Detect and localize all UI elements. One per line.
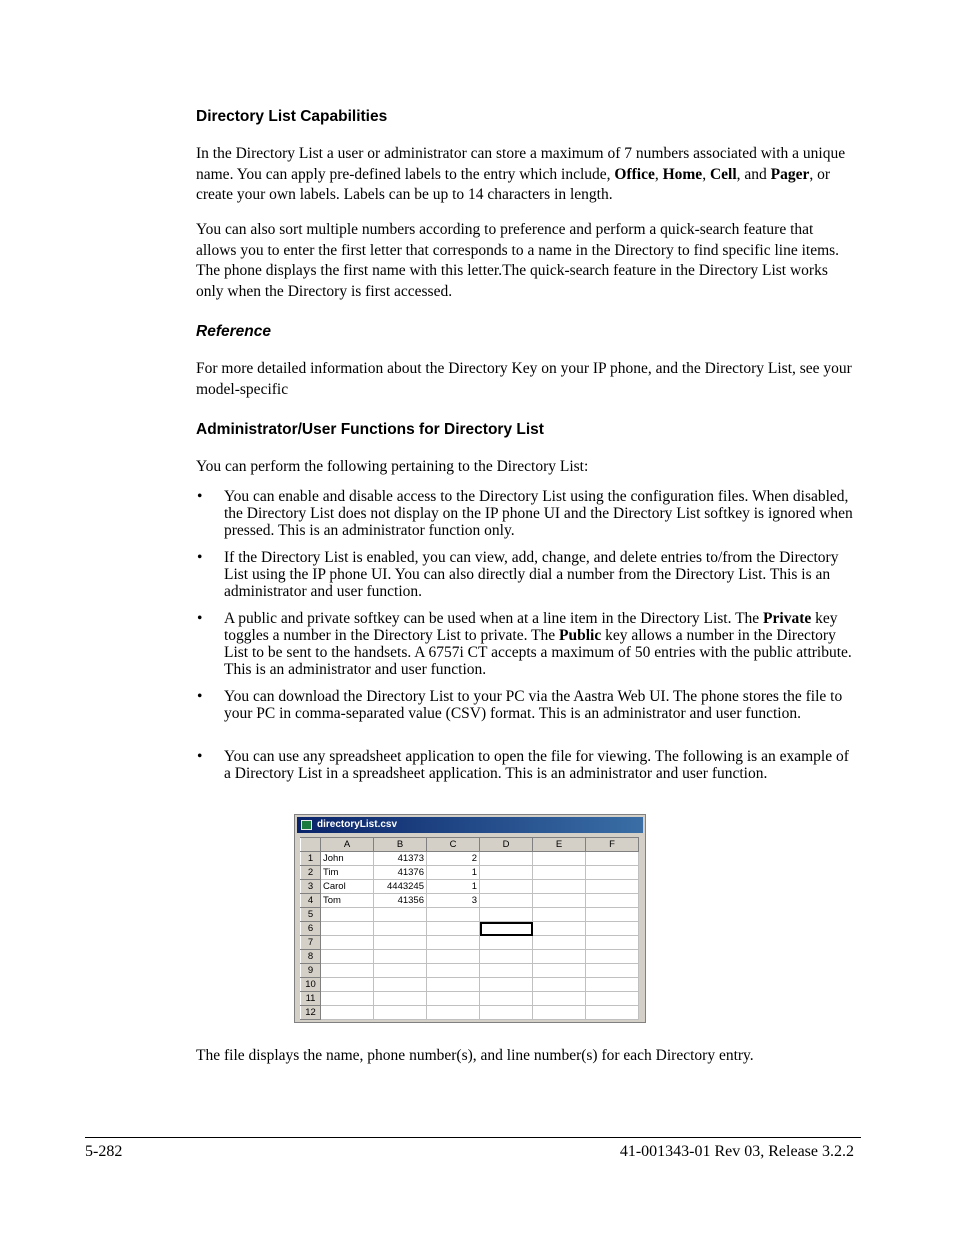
grid-cell[interactable]	[374, 908, 427, 922]
grid-cell[interactable]	[427, 922, 480, 936]
grid-cell[interactable]: 2	[427, 852, 480, 866]
column-header[interactable]: D	[480, 838, 533, 852]
grid-cell[interactable]	[374, 978, 427, 992]
grid-cell[interactable]	[321, 992, 374, 1006]
grid-cell[interactable]	[374, 950, 427, 964]
row-header[interactable]: 2	[301, 866, 321, 880]
text-run: ,	[654, 165, 663, 183]
grid-cell[interactable]	[586, 950, 639, 964]
text-run: key toggles a number in the Directory List to private. The	[224, 610, 838, 644]
grid-cell[interactable]	[427, 992, 480, 1006]
bold-term: Pager	[770, 165, 810, 183]
bold-term: Office	[614, 165, 655, 183]
grid-cell[interactable]: John	[321, 852, 374, 866]
table-row	[301, 992, 639, 1006]
spreadsheet-window	[294, 814, 646, 1023]
grid-cell[interactable]	[480, 978, 533, 992]
column-header[interactable]: E	[533, 838, 586, 852]
grid-cell[interactable]	[321, 964, 374, 978]
table-row	[301, 866, 639, 880]
column-header[interactable]: A	[321, 838, 374, 852]
text-run: You can download the Directory List to your PC via the Aastra Web UI. The phone stores the file to your PC in comma-separated value (CSV) format. This is an administrator and user function.	[224, 688, 843, 722]
grid-cell[interactable]	[427, 1006, 480, 1020]
bullet-item	[224, 549, 854, 600]
grid-cell[interactable]	[427, 964, 480, 978]
grid-cell[interactable]: Carol	[321, 880, 374, 894]
grid-cell[interactable]: 1	[427, 880, 480, 894]
grid-cell[interactable]	[480, 992, 533, 1006]
row-header[interactable]: 12	[301, 1006, 321, 1020]
grid-cell[interactable]	[586, 936, 639, 950]
grid-cell[interactable]	[374, 964, 427, 978]
grid-cell[interactable]	[533, 936, 586, 950]
row-header[interactable]: 1	[301, 852, 321, 866]
grid-cell[interactable]	[586, 852, 639, 866]
table-row	[301, 922, 639, 936]
grid-cell[interactable]	[374, 936, 427, 950]
row-header[interactable]: 10	[301, 978, 321, 992]
row-header[interactable]: 3	[301, 880, 321, 894]
bold-term: Private	[763, 610, 812, 627]
grid-cell[interactable]: 4443245	[374, 880, 427, 894]
bullet-marker: •	[197, 688, 203, 705]
grid-cell[interactable]	[586, 964, 639, 978]
bullet-marker: •	[197, 748, 203, 765]
text-run: , or create your own labels. Labels can be up to 14 characters in length.	[196, 165, 831, 203]
bullet-item	[224, 748, 854, 782]
row-header[interactable]: 4	[301, 894, 321, 908]
row-header[interactable]: 11	[301, 992, 321, 1006]
grid-cell[interactable]	[586, 880, 639, 894]
grid-cell[interactable]	[586, 866, 639, 880]
grid-cell[interactable]	[427, 908, 480, 922]
grid-cell[interactable]: 41373	[374, 852, 427, 866]
paragraph-capabilities	[196, 144, 856, 206]
text-run: A public and private softkey can be used when at a line item in the Directory List. The	[224, 610, 764, 627]
grid-cell[interactable]	[321, 978, 374, 992]
grid-cell[interactable]	[586, 992, 639, 1006]
grid-cell[interactable]	[533, 922, 586, 936]
text-run: ,	[702, 165, 710, 183]
bold-term: Home	[662, 165, 703, 183]
grid-cell[interactable]	[480, 922, 533, 936]
grid-cell[interactable]	[586, 894, 639, 908]
column-header[interactable]: B	[374, 838, 427, 852]
bullet-item	[224, 488, 854, 539]
grid-cell[interactable]	[533, 964, 586, 978]
grid-cell[interactable]	[480, 894, 533, 908]
grid-cell[interactable]	[480, 964, 533, 978]
table-row	[301, 894, 639, 908]
table-row	[301, 950, 639, 964]
row-header[interactable]: 9	[301, 964, 321, 978]
bullet-item	[224, 610, 854, 678]
grid-cell[interactable]	[321, 908, 374, 922]
paragraph-reference: For more detailed information about the Directory Key on your IP phone, and the Directory List, see your model-specific	[196, 360, 852, 398]
bullet-marker: •	[197, 610, 203, 627]
paragraph-closing: The file displays the name, phone number(s), and line number(s) for each Directory entry.	[196, 1047, 754, 1064]
bold-term: Cell	[709, 165, 737, 183]
paragraph-functions-intro: You can perform the following pertaining to the Directory List:	[196, 458, 589, 475]
grid-cell[interactable]	[427, 978, 480, 992]
section-heading-functions: Administrator/User Functions for Directory List	[196, 421, 544, 438]
grid-cell[interactable]	[427, 936, 480, 950]
bullet-item	[224, 688, 854, 722]
grid-cell[interactable]	[321, 1006, 374, 1020]
grid-cell[interactable]: Tim	[321, 866, 374, 880]
table-row	[301, 978, 639, 992]
grid-cell[interactable]: 41376	[374, 866, 427, 880]
paragraph-sorting: You can also sort multiple numbers according to preference and perform a quick-search feature that allows you to enter the first letter that corresponds to a name in the Directory to find specific line items. The phone displays the first name with this letter.The quick-search feature in the Directory List works only when the Directory is first accessed.	[196, 221, 840, 300]
table-row	[301, 1006, 639, 1020]
section-heading-capabilities: Directory List Capabilities	[196, 108, 388, 125]
grid-cell[interactable]	[374, 992, 427, 1006]
text-run: , and	[736, 165, 771, 183]
text-run: key allows a number in the Directory List to be sent to the handsets. A 6757i CT accepts a maximum of 50 entries with the public attribute. This is an administrator and user function.	[224, 627, 852, 678]
footer-rule	[85, 1137, 861, 1138]
grid-cell[interactable]: 1	[427, 866, 480, 880]
footer-doc-id: 41-001343-01 Rev 03, Release 3.2.2	[619, 1143, 854, 1160]
grid-cell[interactable]	[321, 950, 374, 964]
row-header[interactable]: 5	[301, 908, 321, 922]
row-header[interactable]: 6	[301, 922, 321, 936]
text-run: You can use any spreadsheet application to open the file for viewing. The following is an example of a Directory List in a spreadsheet application. This is an administrator and user function.	[224, 748, 849, 782]
table-row	[301, 964, 639, 978]
grid-cell[interactable]	[533, 950, 586, 964]
row-header[interactable]: 8	[301, 950, 321, 964]
grid-cell[interactable]	[480, 1006, 533, 1020]
grid-cell[interactable]	[480, 936, 533, 950]
table-row	[301, 936, 639, 950]
table-row	[301, 908, 639, 922]
spreadsheet-titlebar	[297, 817, 643, 833]
grid-cell[interactable]	[533, 908, 586, 922]
grid-cell[interactable]	[480, 908, 533, 922]
grid-cell[interactable]	[586, 922, 639, 936]
bullet-marker: •	[197, 549, 203, 566]
spreadsheet-grid	[300, 837, 639, 1020]
column-header[interactable]: F	[586, 838, 639, 852]
reference-heading: Reference	[196, 323, 271, 340]
grid-cell[interactable]	[533, 852, 586, 866]
table-row	[301, 852, 639, 866]
grid-cell[interactable]	[480, 852, 533, 866]
text-run: In the Directory List a user or administrator can store a maximum of 7 numbers associated with a unique name. You can apply pre-defined labels to the entry which include,	[196, 145, 846, 183]
grid-cell[interactable]	[480, 950, 533, 964]
bold-term: Public	[559, 627, 602, 644]
footer-page-number: 5-282	[85, 1143, 123, 1160]
grid-cell[interactable]: 41356	[374, 894, 427, 908]
grid-cell[interactable]	[321, 922, 374, 936]
row-header[interactable]: 7	[301, 936, 321, 950]
text-run: You can enable and disable access to the Directory List using the configuration files. When disabled, the Directory List does not display on the IP phone UI and the Directory List softkey is ignored when pressed. This is an administrator function only.	[224, 488, 853, 539]
grid-cell[interactable]	[533, 1006, 586, 1020]
grid-cell[interactable]	[480, 880, 533, 894]
grid-cell[interactable]	[321, 936, 374, 950]
text-run: If the Directory List is enabled, you can view, add, change, and delete entries to/from the Directory List using the IP phone UI. You can also directly dial a number from the Directory List. This is an administrator and user function.	[224, 549, 839, 600]
grid-cell[interactable]	[533, 866, 586, 880]
spreadsheet-file-icon	[301, 820, 312, 830]
grid-cell[interactable]: 3	[427, 894, 480, 908]
grid-cell[interactable]	[533, 978, 586, 992]
grid-cell[interactable]: Tom	[321, 894, 374, 908]
bullet-marker: •	[197, 488, 203, 505]
column-header[interactable]: C	[427, 838, 480, 852]
grid-cell[interactable]	[586, 978, 639, 992]
grid-cell[interactable]	[533, 894, 586, 908]
grid-corner[interactable]	[301, 838, 321, 852]
table-row	[301, 880, 639, 894]
grid-cell[interactable]	[427, 950, 480, 964]
grid-cell[interactable]	[533, 880, 586, 894]
grid-cell[interactable]	[374, 1006, 427, 1020]
spreadsheet-title: directoryList.csv	[317, 819, 398, 830]
grid-cell[interactable]	[374, 922, 427, 936]
grid-cell[interactable]	[586, 908, 639, 922]
grid-cell[interactable]	[533, 992, 586, 1006]
grid-cell[interactable]	[586, 1006, 639, 1020]
grid-cell[interactable]	[480, 866, 533, 880]
